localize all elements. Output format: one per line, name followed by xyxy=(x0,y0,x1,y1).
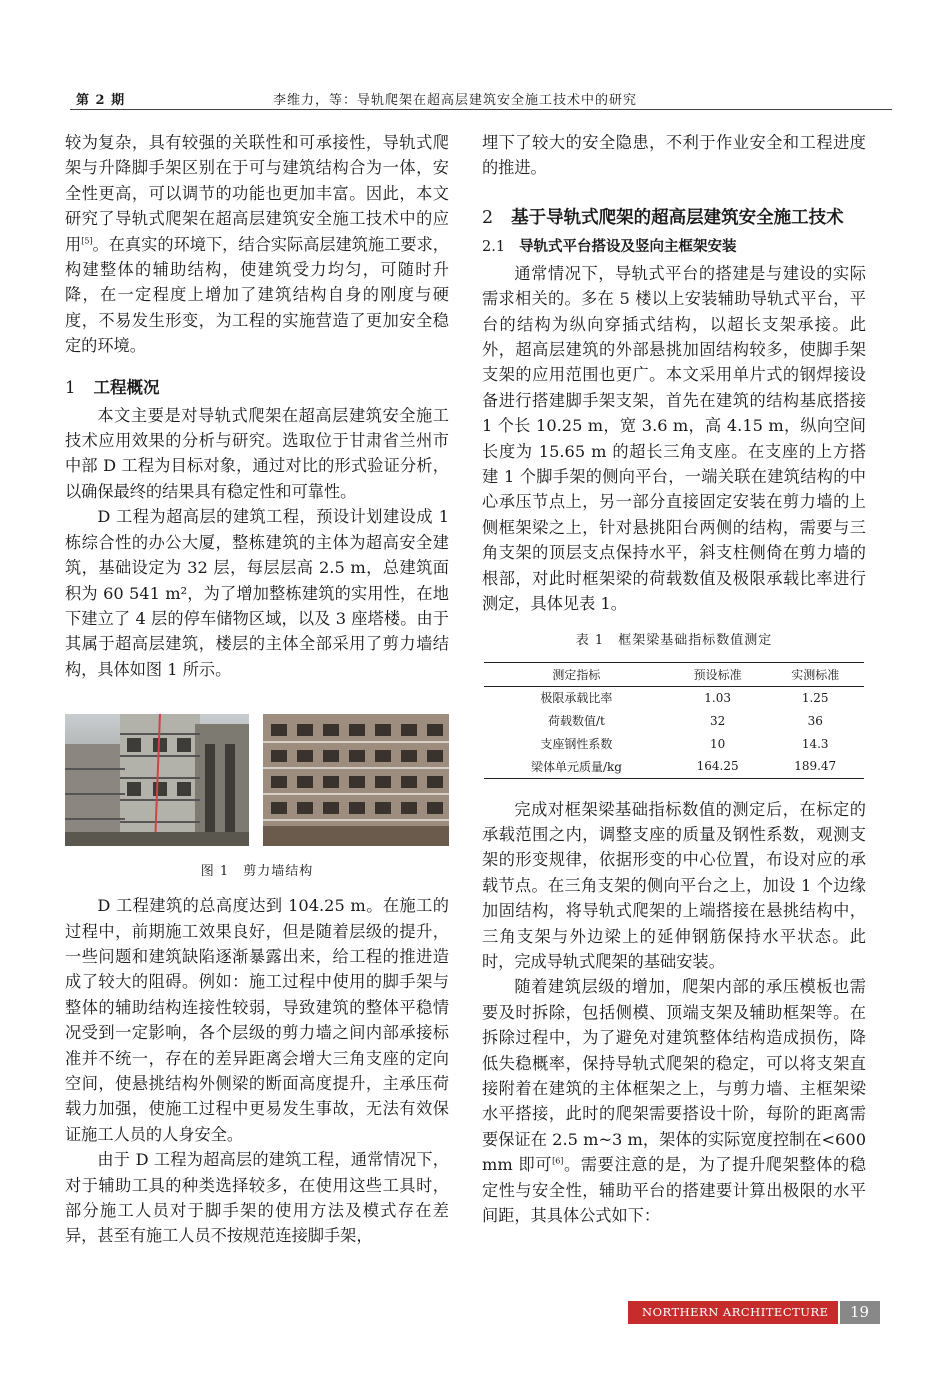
section-title: 工程概况 xyxy=(93,377,160,397)
paragraph: 由于 D 工程为超高层的建筑工程，通常情况下，对于辅助工具的种类选择较多，在使用这些工具时，部分施工人员对于脚手架的使用方法及模式存在差异，甚至有施工人员不按规范连接脚手架， xyxy=(65,1150,449,1246)
section-title: 基于导轨式爬架的超高层建筑安全施工技术 xyxy=(511,207,844,228)
right-column xyxy=(482,130,866,1228)
shear-wall-photo-right xyxy=(263,714,449,846)
paragraph: 完成对框架梁基础指标数值的测定后，在标定的承载范围之内，调整支座的质量及钢性系数，观测支架的形变规律，依据形变的中心位置，布设对应的承载节点。在三角支架的侧向平台之上，加设 1 个边缘加固结构，将导轨式爬架的上端搭接在悬挑结构中，三角支架与外边梁上的延伸钢筋保持水平状态。此时，完成导轨式爬架的基础安装。 xyxy=(482,799,866,971)
spacer xyxy=(482,779,866,797)
table-row xyxy=(484,686,864,709)
table-cell: 189.47 xyxy=(766,755,864,778)
table-cell: 32 xyxy=(710,713,726,728)
paragraph-text: 随着建筑层级的增加，爬架内部的承压模板也需要及时拆除，包括侧模、顶端支架及辅助框架等。在拆除过程中，为了避免对建筑整体结构造成损伤，降低失稳概率，保持导轨式爬架的稳定，可以将支架直接附着在建筑的主体框架之上，与剪力墙、主框架梁水平搭接，此时的爬架需要搭设十阶，每阶的距离需要保证在 2.5 m~3 m，架体的实际宽度控制在<600 mm 即可 xyxy=(482,977,866,1175)
table-row xyxy=(484,755,864,778)
subsection-title: 导轨式平台搭设及竖向主框架安装 xyxy=(519,238,737,255)
paragraph: D 工程建筑的总高度达到 104.25 m。在施工的过程中，前期施工效果良好，但是随着层级的提升，一些问题和建筑缺陷逐渐暴露出来，给工程的推进造成了较大的阻碍。例如：施工过程中使用的脚手架与整体的辅助结构连接性较弱，导致建筑的整体平稳情况受到一定影响，各个层级的剪力墙之间内部承接标准并不统一，存在的差异距离会增大三角支座的定向空间，使悬挑结构外侧梁的断面高度提升，主承压荷载力加强，使施工过程中更易发生事故，无法有效保证施工人员的人身安全。 xyxy=(65,896,449,1144)
running-title: 李维力，等：导轨爬架在超高层建筑安全施工技术中的研究 xyxy=(272,93,637,108)
figure-caption: 图 1 剪力墙结构 xyxy=(200,864,314,880)
page-footer xyxy=(628,1301,880,1324)
paragraph: 通常情况下，导轨式平台的搭建是与建设的实际需求相关的。多在 5 楼以上安装辅助导轨式平台，平台的结构为纵向穿插式结构，以超长支架承接。此外，超高层建筑的外部悬挑加固结构较多，使脚手架支架的应用范围也更广。本文采用单片式的钢焊接设备进行搭建脚手架支架，首先在建筑的结构基底搭接 1 个长 10.25 m，宽 3.6 m，高 4.15 m，纵向空间长度为 15.65 m 的超长三角支座。在支座的上方搭建 1 个脚手架的侧向平台，一端关联在建筑结构的中心承压节点上，另一部分直接固定安装在剪力墙的上侧框架梁之上，针对悬挑阳台两侧的结构，需要与三角支架的顶层支点保持水平，斜支柱侧倚在剪力墙的根部，对此时框架梁的荷载数值及极限承载比率进行测定，具体见表 1。 xyxy=(482,263,866,614)
table-cell: 极限承载比率 xyxy=(540,691,613,706)
paragraph xyxy=(65,130,449,359)
paragraph xyxy=(482,974,866,1228)
table-caption: 表 1 框架梁基础指标数值测定 xyxy=(575,632,773,648)
table-cell: 164.25 xyxy=(669,755,767,778)
paragraph-text: 较为复杂，具有较强的关联性和可承接性，导轨式爬架与升降脚手架区别在于可与建筑结构合为一体，安全性更高，可以调节的功能也更加丰富。因此，本文研究了导轨式爬架在超高层建筑安全施工技术中的应用 xyxy=(65,133,449,254)
column-header: 测定指标 xyxy=(484,662,669,686)
paragraph-text: 。在真实的环境下，结合实际高层建筑施工要求，构建整体的辅助结构，使建筑受力均匀，可随时升降，在一定程度上增加了建筑结构自身的刚度与硬度，不易发生形变，为工程的实施营造了更加安全稳定的环境。 xyxy=(65,234,449,356)
section-number: 2 xyxy=(482,207,494,228)
column-header: 预设标准 xyxy=(669,662,767,686)
table-cell: 荷载数值/t xyxy=(548,714,605,728)
section-heading xyxy=(65,375,449,401)
paragraph-text: 。需要注意的是，为了提升爬架整体的稳定性与安全性，辅助平台的搭建要计算出极限的水平间距，其具体公式如下： xyxy=(482,1155,866,1225)
table-row xyxy=(484,709,864,732)
figure-1 xyxy=(65,714,449,846)
paragraph: 埋下了较大的安全隐患，不利于作业安全和工程进度的推进。 xyxy=(482,133,866,178)
table-cell: 14.3 xyxy=(801,736,829,751)
paragraph: 本文主要是对导轨式爬架在超高层建筑安全施工技术应用效果的分析与研究。选取位于甘肃省兰州市中部 D 工程为目标对象，通过对比的形式验证分析，以确保最终的结果具有稳定性和可靠性。 xyxy=(65,405,449,501)
table-cell: 支座钢性系数 xyxy=(540,737,613,751)
column-header: 实测标准 xyxy=(766,662,864,686)
paragraph: D 工程为超高层的建筑工程，预设计划建设成 1 栋综合性的办公大厦，整栋建筑的主体为超高安全建筑，基础设定为 32 层，每层层高 2.5 m，总建筑面积为 60 541 m²，为了增加整栋建筑的实用性，在地下建立了 4 层的停车储物区域，以及 3 座塔楼。由于其属于超高层建筑，楼层的主体全部采用了剪力墙结构，具体如图 1 所示。 xyxy=(65,507,449,679)
left-column xyxy=(65,130,449,1249)
table-cell: 梁体单元质量/kg xyxy=(484,755,669,778)
subsection-heading xyxy=(482,235,866,259)
table-row xyxy=(484,732,864,755)
shear-wall-photo-left xyxy=(65,714,249,846)
citation: [6] xyxy=(552,1156,564,1166)
data-table xyxy=(484,662,864,779)
running-header xyxy=(70,86,892,110)
table-cell: 1.25 xyxy=(801,690,829,705)
section-heading xyxy=(482,203,866,233)
table-cell: 36 xyxy=(807,713,823,728)
subsection-number: 2.1 xyxy=(482,238,506,255)
journal-name: NORTHERN ARCHITECTURE xyxy=(628,1301,838,1324)
section-number: 1 xyxy=(65,377,76,397)
table-header-row xyxy=(484,662,864,686)
citation: [5] xyxy=(81,236,93,246)
issue-number: 第 2 期 xyxy=(76,93,126,108)
table-cell: 1.03 xyxy=(704,690,731,705)
table-cell: 10 xyxy=(710,736,726,751)
page-number: 19 xyxy=(840,1301,880,1324)
